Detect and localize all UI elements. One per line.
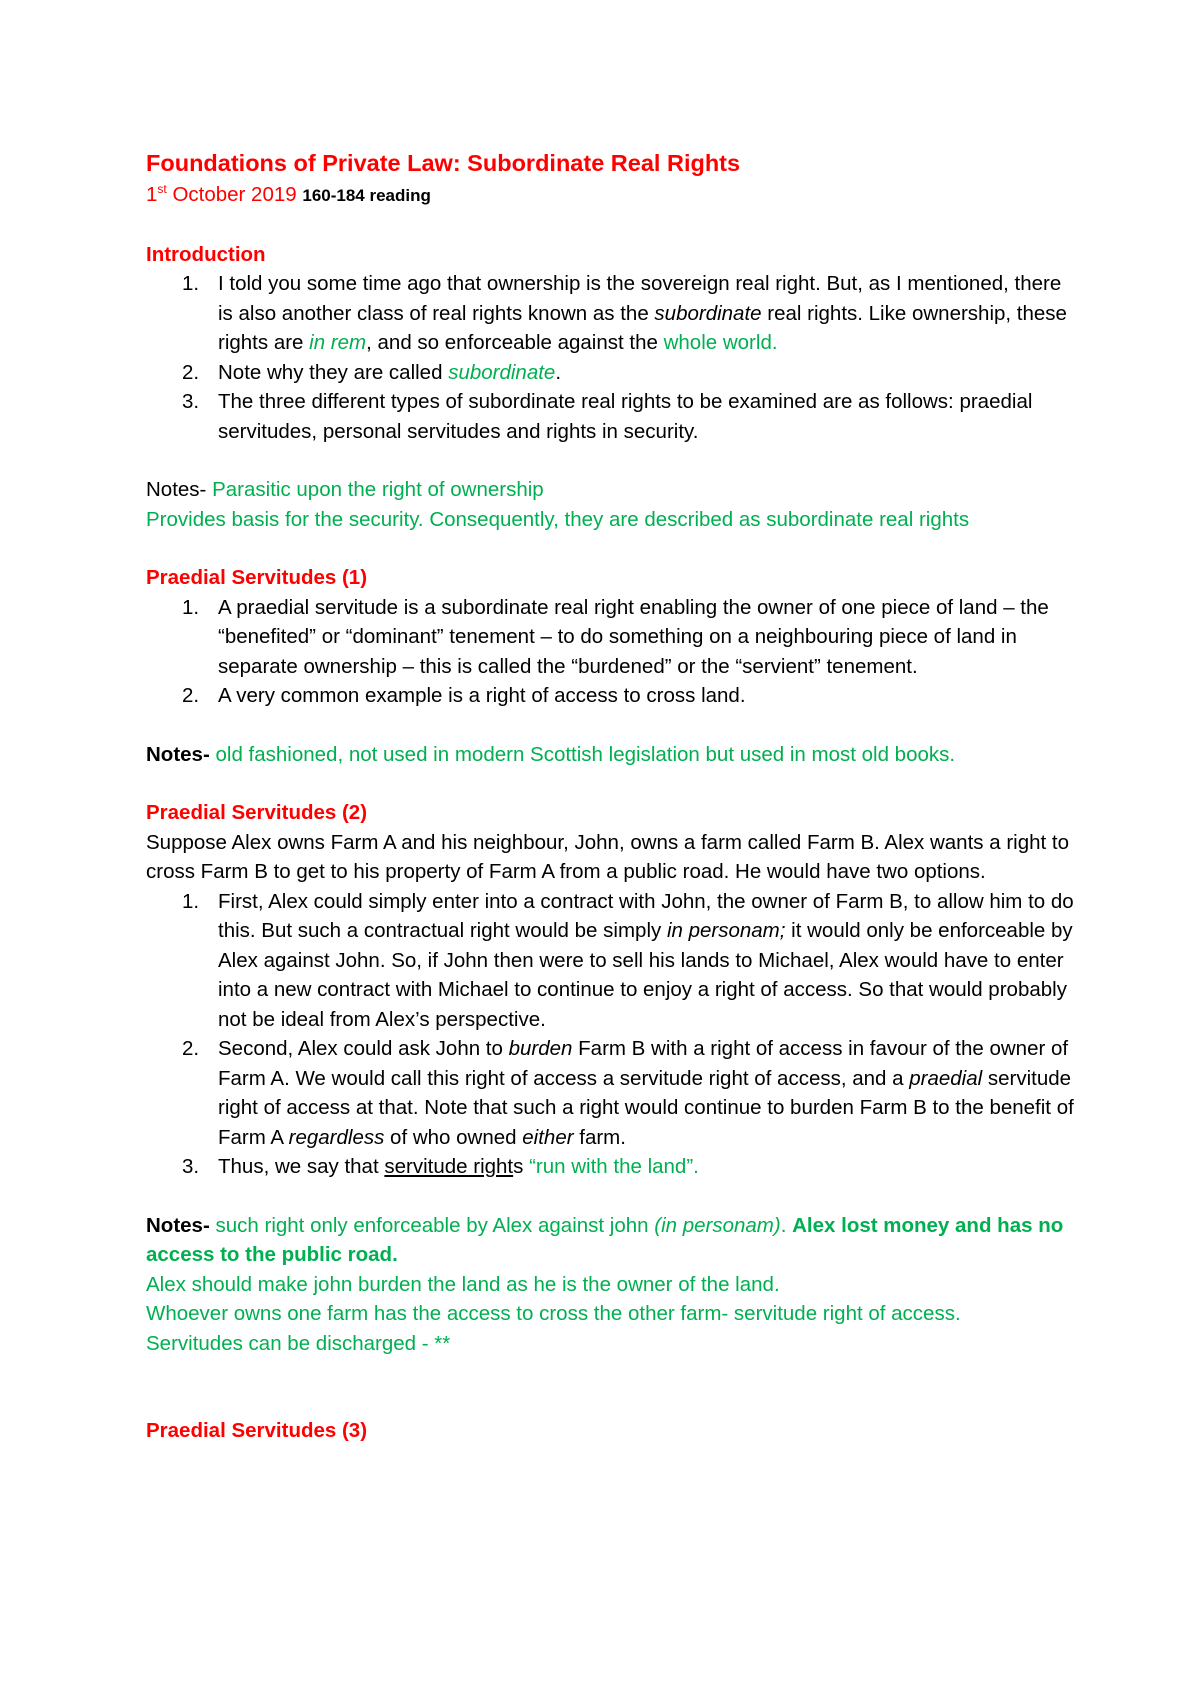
introduction-notes-line2: Provides basis for the security. Consequently, they are described as subordinate real rights (146, 507, 970, 531)
ps1-notes: Notes- old fashioned, not used in modern Scottish legislation but used in most old books. (146, 742, 956, 766)
list-item: 2. Note why they are called subordinate. (182, 360, 562, 384)
section-heading-ps3: Praedial Servitudes (3) (146, 1419, 368, 1442)
list-item: 2. A very common example is a right of access to cross land. (182, 684, 746, 707)
document-title: Foundations of Private Law: Subordinate Real Rights (146, 150, 741, 176)
section-heading-introduction: Introduction (146, 242, 266, 266)
list-item: 3. The three different types of subordinate real rights to be examined are as follows: praedial servitudes, personal servitudes and rights in security. (182, 390, 1033, 443)
ps2-notes-line4: Servitudes can be discharged - ** (146, 1331, 451, 1355)
ps1-list (146, 593, 1076, 711)
list-item: 3. Thus, we say that servitude rights “run with the land”. (182, 1155, 699, 1178)
list-item: 1. First, Alex could simply enter into a contract with John, the owner of Farm B, to allow him to do this. But such a contractual right would be simply in personam; it would only be enforceable by Alex against John. So, if John then were to sell his lands to Michael, Alex would have to enter into a new contract with Michael to continue to enjoy a right of access. So that would probably not be ideal from Alex’s perspective. (182, 889, 1074, 1031)
introduction-notes: Notes- Parasitic upon the right of ownership (146, 478, 544, 501)
list-item: 1. I told you some time ago that ownership is the sovereign real right. But, as I mentioned, there is also another class of real rights known as the subordinate real rights. Like ownership, these rights are in rem, and so enforceable against the whole world. (182, 272, 1067, 354)
introduction-list (146, 269, 1076, 446)
date-suffix: st (157, 182, 167, 196)
ps2-list (146, 887, 1076, 1182)
document-page (146, 146, 1076, 1446)
ps2-intro: Suppose Alex owns Farm A and his neighbour, John, owns a farm called Farm B. Alex wants a right to cross Farm B to get to his property of Farm A from a public road. He would have two options. (146, 830, 1069, 883)
lecture-date (146, 180, 1076, 211)
ps2-notes-line2: Alex should make john burden the land as he is the owner of the land. (146, 1272, 780, 1296)
section-heading-ps2: Praedial Servitudes (2) (146, 801, 368, 824)
list-item: 1. A praedial servitude is a subordinate real right enabling the owner of one piece of land – the “benefited” or “dominant” tenement – to do something on a neighbouring piece of land in separate ownership – this is called the “burdened” or the “servient” tenement. (182, 595, 1049, 678)
ps2-notes-line3: Whoever owns one farm has the access to cross the other farm- servitude right of access. (146, 1302, 961, 1325)
reading-pages: 160-184 reading (302, 186, 431, 205)
ps2-notes: Notes- such right only enforceable by Alex against john (in personam). Alex lost money and has no access to the public road. (146, 1213, 1064, 1266)
list-item: 2. Second, Alex could ask John to burden Farm B with a right of access in favour of the owner of Farm A. We would call this right of access a servitude right of access, and a praedial servitude right of access at that. Note that such a right would continue to burden Farm B to the benefit of Farm A regardless of who owned either farm. (182, 1037, 1074, 1149)
section-heading-ps1: Praedial Servitudes (1) (146, 566, 368, 589)
date-day: 1 (146, 183, 158, 206)
date-rest: October 2019 (166, 183, 303, 206)
